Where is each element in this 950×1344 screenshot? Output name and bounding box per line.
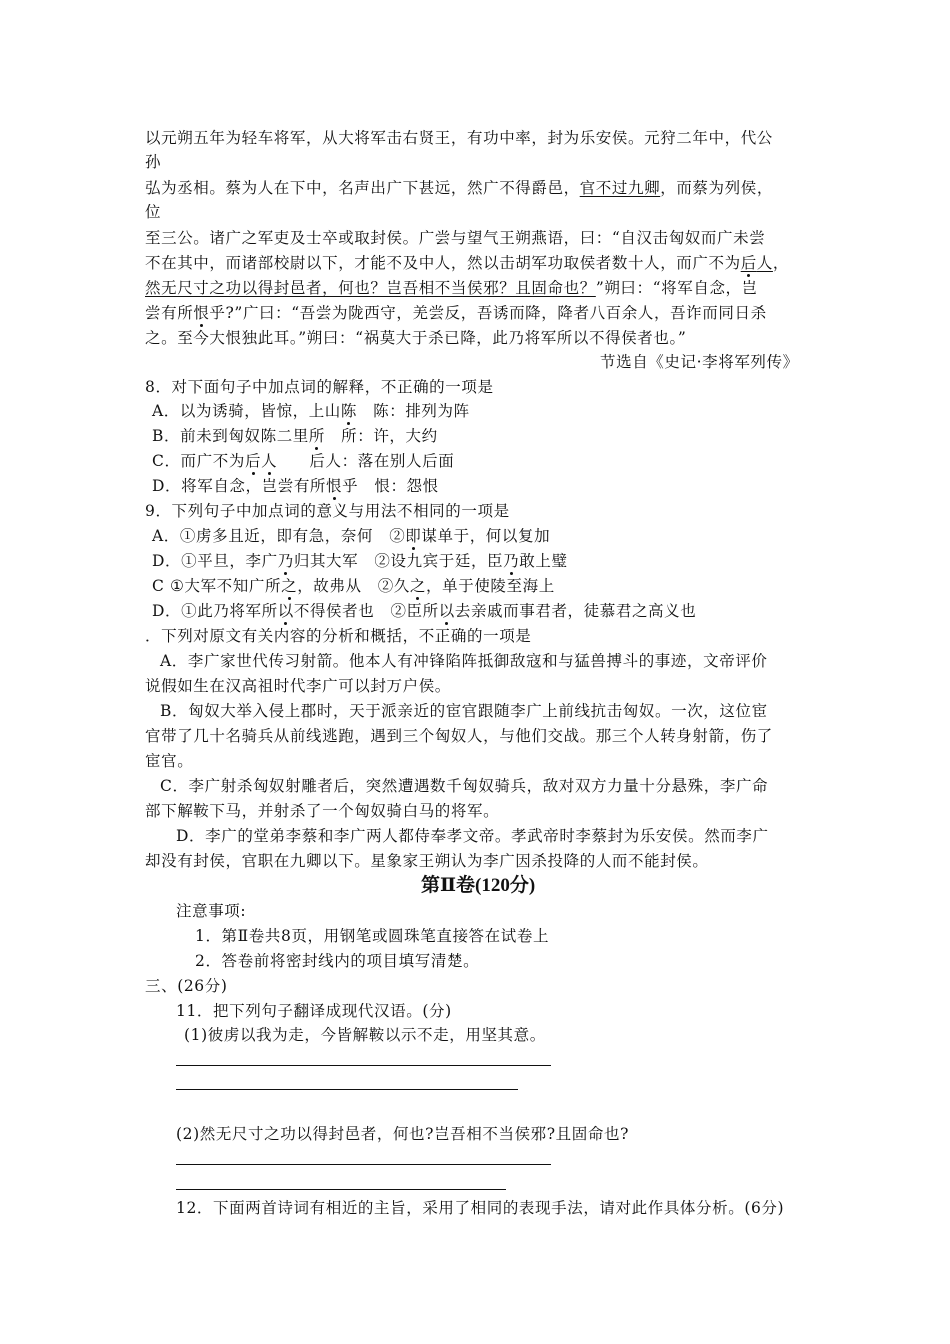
question-9-stem: 9．下列句子中加点词的意义与用法不相同的一项是 bbox=[145, 502, 510, 520]
question-9-option-a: A．①虏多且近，即有急，奈何 ②即谋单于，何以复加 bbox=[152, 527, 551, 545]
question-11-sentence-1: (1)彼虏以我为走，今皆解鞍以示不走，用坚其意。 bbox=[184, 1026, 546, 1044]
question-10-option-d: 却没有封侯，官职在九卿以下。星象家王朔认为李广因杀投降的人而不能封侯。 bbox=[145, 852, 709, 870]
underlined-sentence: 然无尺寸之功以得封邑者，何也？岂吾相不当侯邪？且固命也？ bbox=[145, 279, 596, 297]
passage-line: 至三公。诸广之军吏及士卒或取封侯。广尝与望气王朔燕语，曰：“自汉击匈奴而广未尝 bbox=[145, 229, 766, 247]
question-9-option-d: D．①此乃将军所以不得侯者也 ②臣所以去亲戚而事君者，徒慕君之高义也 bbox=[152, 602, 697, 620]
dotted-word: 即 bbox=[405, 527, 422, 545]
question-10-option-b: B．匈奴大举入侵上郡时，天于派亲近的宦官跟随李广上前线抗击匈奴。一次，这位宦 bbox=[160, 702, 768, 720]
passage-line: 不在其中，而诸部校尉以下，才能不及中人，然以击胡军功取侯者数十人，而广不为后人， bbox=[145, 254, 790, 272]
question-11-stem: 11．把下列句子翻译成现代汉语。(分) bbox=[176, 1002, 452, 1020]
dotted-word: 所 bbox=[308, 427, 326, 445]
passage-line: 以元朔五年为轻车将军，从大将军击右贤王，有功中率，封为乐安侯。元狩二年中，代公 bbox=[145, 129, 773, 147]
question-10-stem: ．下列对原文有关内容的分析和概括，不正确的一项是 bbox=[145, 627, 532, 645]
question-10-option-b: 宦官。 bbox=[145, 752, 194, 770]
dotted-word: 之 bbox=[281, 577, 298, 595]
question-9-option-c: C ①大军不知广所之，故弗从 ②久之，单于使陵至海上 bbox=[152, 577, 555, 595]
answer-line[interactable] bbox=[176, 1164, 551, 1165]
dotted-word: 恨 bbox=[326, 477, 343, 495]
passage-line: 尝有所恨乎?”广曰：“吾尝为陇西守，羌尝反，吾诱而降，降者八百余人，吾诈而同日杀 bbox=[145, 304, 767, 322]
part-2-title: 第Ⅱ卷(120分) bbox=[421, 875, 536, 896]
dotted-word: 后 bbox=[244, 452, 262, 470]
passage-line: 弘为丞相。蔡为人在下中，名声出广下甚远，然广不得爵邑，官不过九卿，而蔡为列侯， bbox=[145, 179, 773, 197]
question-8-option-a: A．以为诱骑，皆惊，上山陈 陈：排列为阵 bbox=[152, 402, 470, 420]
question-12-stem: 12．下面两首诗词有相近的主旨，采用了相同的表现手法，请对此作具体分析。(6分) bbox=[176, 1199, 785, 1217]
question-10-option-b: 官带了几十名骑兵从前线逃跑，遇到三个匈奴人，与他们交战。那三个人转身射箭，伤了 bbox=[145, 727, 773, 745]
question-10-option-c: C．李广射杀匈奴射雕者后，突然遭遇数千匈奴骑兵，敌对双方力量十分悬殊，李广命 bbox=[160, 777, 769, 795]
question-10-option-c: 部下解鞍下马，并射杀了一个匈奴骑白马的将军。 bbox=[145, 802, 500, 820]
question-8-option-d: D．将军自念，岂尝有所恨乎 恨：怨恨 bbox=[152, 477, 439, 495]
question-10-option-a: 说假如生在汉高祖时代李广可以封万户侯。 bbox=[145, 677, 451, 695]
passage-source: 节选自《史记·李将军列传》 bbox=[600, 353, 799, 371]
passage-line: 位 bbox=[145, 203, 162, 221]
question-8-option-c: C．而广不为后人 后人：落在别人后面 bbox=[152, 452, 455, 470]
question-9-option-b: D．①平旦，李广乃归其大军 ②设九宾于廷，臣乃敢上璧 bbox=[152, 552, 568, 570]
dotted-word: 乃 bbox=[277, 552, 294, 570]
dotted-word: 陈 bbox=[340, 402, 358, 420]
passage-line: 之。至今大恨独此耳。”朔曰：“祸莫大于杀已降，此乃将军所以不得侯者也。” bbox=[145, 329, 687, 347]
dotted-word: 之 bbox=[409, 577, 427, 595]
notice-item: 1．第Ⅱ卷共8页，用钢笔或圆珠笔直接答在试卷上 bbox=[195, 927, 550, 945]
question-10-option-a: A．李广家世代传习射箭。他本人有冲锋陷阵抵御敌寇和与猛兽搏斗的事迹，文帝评价 bbox=[160, 652, 768, 670]
question-10-option-d: D．李广的堂弟李蔡和李广两人都侍奉孝文帝。孝武帝时李蔡封为乐安侯。然而李广 bbox=[176, 827, 769, 845]
answer-line[interactable] bbox=[176, 1089, 518, 1090]
question-8-stem: 8．对下面句子中加点词的解释，不正确的一项是 bbox=[145, 378, 494, 396]
passage-line: 孙 bbox=[145, 153, 162, 171]
notice-label: 注意事项: bbox=[176, 902, 247, 920]
underlined-phrase: 官不过九卿 bbox=[579, 179, 661, 197]
question-11-sentence-2: (2)然无尺寸之功以得封邑者，何也?岂吾相不当侯邪?且固命也? bbox=[176, 1125, 629, 1143]
notice-item: 2．答卷前将密封线内的项目填写清楚。 bbox=[195, 952, 480, 970]
answer-line[interactable] bbox=[176, 1189, 506, 1190]
question-8-option-b: B．前未到匈奴陈二里所 所：许，大约 bbox=[152, 427, 438, 445]
dotted-word: 乃 bbox=[503, 552, 520, 570]
dotted-word: 以 bbox=[277, 602, 294, 620]
section-3-heading: 三、(26分) bbox=[145, 977, 228, 995]
passage-line: 然无尺寸之功以得封邑者，何也？岂吾相不当侯邪？且固命也？”朔曰：“将军自念，岂 bbox=[145, 279, 758, 297]
dotted-word: 恨 bbox=[193, 304, 210, 322]
answer-line[interactable] bbox=[176, 1065, 551, 1066]
dotted-word: 后 bbox=[740, 254, 757, 272]
dotted-word: 以 bbox=[438, 602, 455, 620]
